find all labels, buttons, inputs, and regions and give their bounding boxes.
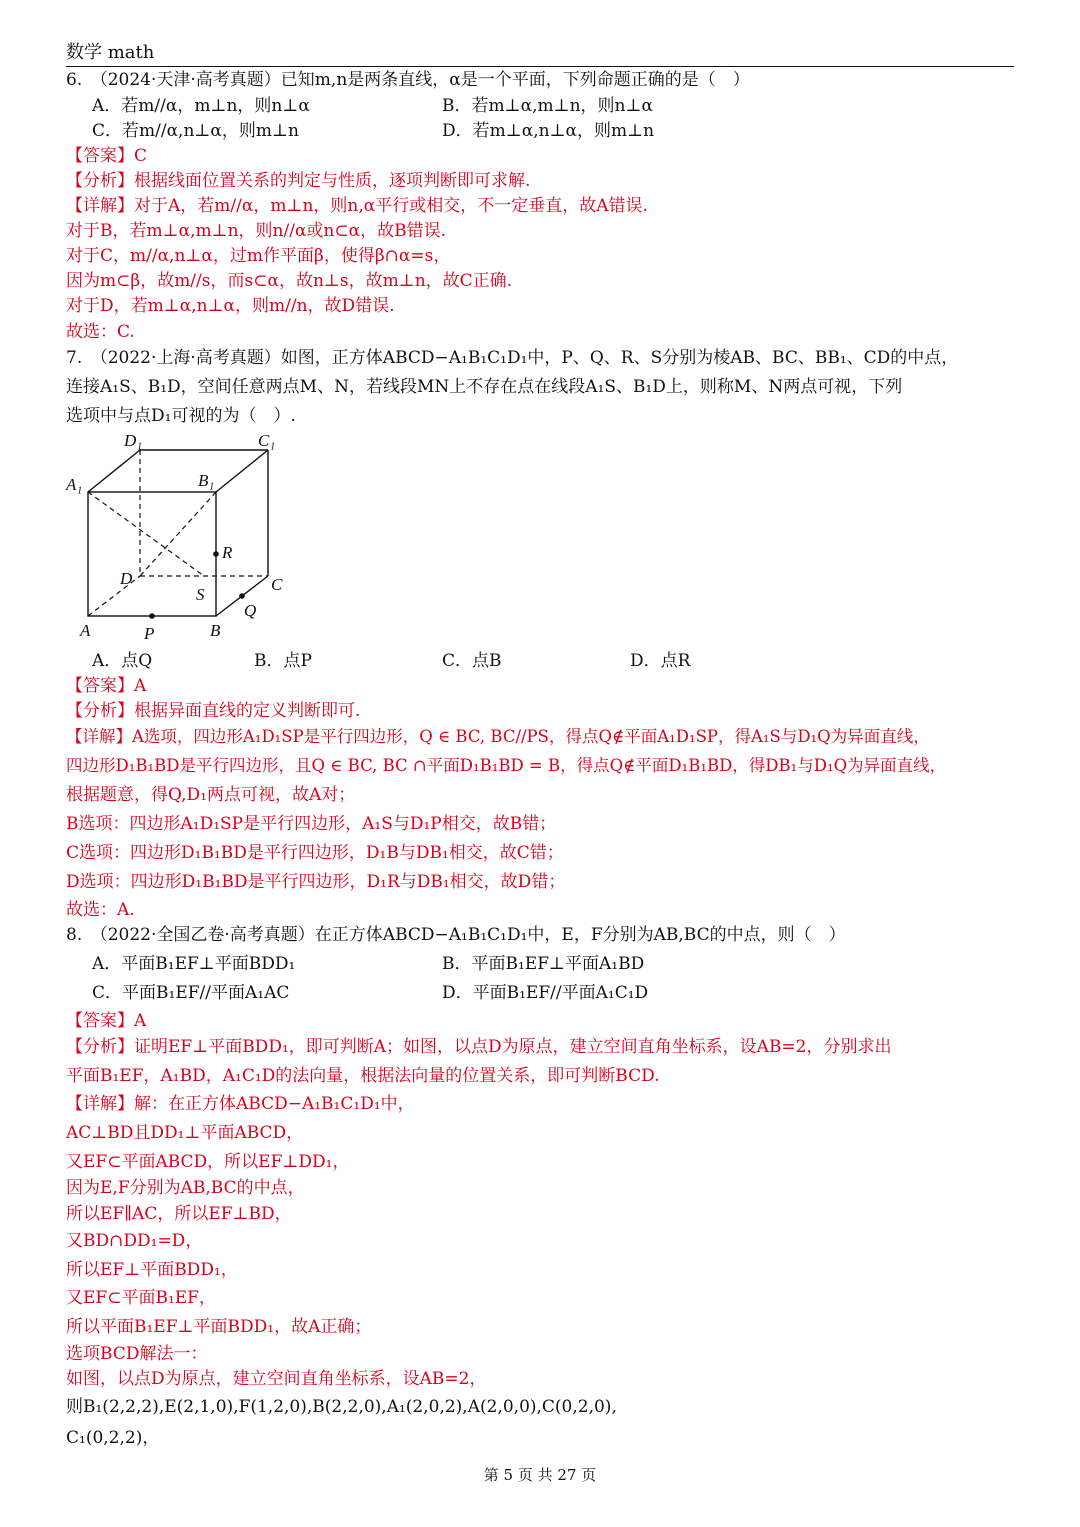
q7-detail-line: 四边形D₁B₁BD是平行四边形，且Q ∈ BC, BC ∩平面D₁B₁BD = B，得点Q∉平面D₁B₁BD，得DB₁与D₁Q为异面直线， <box>66 756 947 775</box>
q6-detail-line: 对于C，m//α,n⊥α，过m作平面β，使得β∩α=s， <box>66 246 451 266</box>
q6-analysis: 【分析】根据线面位置关系的判定与性质，逐项判断即可求解. <box>66 171 531 191</box>
q7-option-c: C．点B <box>442 651 502 671</box>
q8-detail-line: 选项BCD解法一： <box>66 1344 208 1364</box>
segment-b1d <box>140 492 216 576</box>
q8-option-a: A．平面B₁EF⊥平面BDD₁ <box>92 954 296 974</box>
q8-detail-line: 则B₁(2,2,2),E(2,1,0),F(1,2,0),B(2,2,0),A₁(2,0,2),A(2,0,0),C(0,2,0), <box>66 1397 617 1417</box>
point-r <box>213 551 219 557</box>
label-p: P <box>144 624 155 643</box>
label-d1: D₁ <box>124 431 143 450</box>
label-c: C <box>271 575 283 594</box>
cube-edge <box>216 450 268 492</box>
q7-detail-line: 故选：A. <box>66 900 135 920</box>
q7-detail-line: 根据题意，得Q,D₁两点可视，故A对； <box>66 785 356 805</box>
q7-stem-line: 选项中与点D₁可视的为（ ）. <box>66 406 296 426</box>
page-footer: 第 5 页 共 27 页 <box>483 1466 597 1484</box>
q8-detail-line: 如图，以点D为原点，建立空间直角坐标系，设AB=2， <box>66 1369 487 1389</box>
q8-detail-line: 所以平面B₁EF⊥平面BDD₁，故A正确； <box>66 1317 372 1337</box>
q6-option-c: C．若m//α,n⊥α，则m⊥n <box>92 121 299 141</box>
q6-option-d: D．若m⊥α,n⊥α，则m⊥n <box>442 121 655 141</box>
q6-detail-line: 因为m⊂β，故m//s，而s⊂α，故n⊥s，故m⊥n，故C正确. <box>66 271 513 291</box>
label-d: D <box>120 569 133 588</box>
label-a: A <box>80 621 91 640</box>
label-s: S <box>196 585 205 604</box>
q7-answer: 【答案】A <box>66 676 147 696</box>
cube-figure <box>60 428 300 648</box>
q8-detail-line: 又EF⊂平面B₁EF， <box>66 1288 216 1308</box>
q8-detail-line: 所以EF⊥平面BDD₁， <box>66 1260 238 1280</box>
q8-analysis-line: 平面B₁EF，A₁BD，A₁C₁D的法向量，根据法向量的位置关系，即可判断BCD. <box>66 1066 660 1086</box>
page-header: 数学 math <box>66 40 1014 67</box>
label-b1: B₁ <box>198 471 215 490</box>
q8-detail-line: AC⊥BD且DD₁⊥平面ABCD， <box>66 1123 304 1143</box>
q6-stem: 6. （2024·天津·高考真题）已知m,n是两条直线，α是一个平面，下列命题正确的是（ ） <box>66 70 750 90</box>
q6-answer: 【答案】C <box>66 146 148 166</box>
label-q: Q <box>244 601 257 620</box>
q7-detail-line: B选项：四边形A₁D₁SP是平行四边形，A₁S与D₁P相交，故B错； <box>66 814 557 834</box>
label-b: B <box>210 621 221 640</box>
q8-detail-line: 【详解】解：在正方体ABCD−A₁B₁C₁D₁中， <box>66 1094 415 1114</box>
q8-option-c: C．平面B₁EF//平面A₁AC <box>92 983 290 1003</box>
q8-detail-line: 又BD∩DD₁=D， <box>66 1231 203 1251</box>
q7-option-d: D．点R <box>630 651 691 671</box>
q6-option-b: B．若m⊥α,m⊥n，则n⊥α <box>442 96 653 116</box>
q6-detail-line: 对于D，若m⊥α,n⊥α，则m//n，故D错误. <box>66 296 395 316</box>
q7-detail-line: C选项：四边形D₁B₁BD是平行四边形，D₁B与DB₁相交，故C错； <box>66 843 564 863</box>
q7-analysis: 【分析】根据异面直线的定义判断即可. <box>66 701 361 721</box>
q8-detail-line: 又EF⊂平面ABCD，所以EF⊥DD₁， <box>66 1152 350 1172</box>
q7-detail-line: 【详解】A选项，四边形A₁D₁SP是平行四边形，Q ∈ BC, BC//PS，得点Q∉平面A₁D₁SP，得A₁S与D₁Q为异面直线， <box>66 727 930 746</box>
label-c1: C₁ <box>258 431 276 450</box>
q7-stem-line: 连接A₁S、B₁D，空间任意两点M、N，若线段MN上不存在点在线段A₁S、B₁D上，则称M、N两点可视，下列 <box>66 377 903 397</box>
q8-detail-line: C₁(0,2,2)， <box>66 1428 160 1448</box>
q8-analysis-line: 【分析】证明EF⊥平面BDD₁，即可判断A；如图，以点D为原点，建立空间直角坐标系，设AB=2，分别求出 <box>66 1037 892 1057</box>
q8-option-b: B．平面B₁EF⊥平面A₁BD <box>442 954 645 974</box>
q7-detail-line: D选项：四边形D₁B₁BD是平行四边形，D₁R与DB₁相交，故D错； <box>66 872 566 892</box>
q6-detail-line: 故选：C. <box>66 322 135 342</box>
q7-stem-line: 7. （2022·上海·高考真题）如图，正方体ABCD−A₁B₁C₁D₁中，P、Q、R、S分别为棱AB、BC、BB₁、CD的中点， <box>66 348 959 368</box>
q6-option-a: A．若m//α，m⊥n，则n⊥α <box>92 96 310 116</box>
point-p <box>149 613 155 619</box>
q8-detail-line: 因为E,F分别为AB,BC的中点， <box>66 1178 305 1198</box>
label-r: R <box>222 543 233 562</box>
q8-option-d: D．平面B₁EF//平面A₁C₁D <box>442 983 649 1003</box>
segment-a1s <box>88 492 204 576</box>
cube-edge <box>88 450 140 492</box>
q7-option-b: B．点P <box>254 651 312 671</box>
q8-detail-line: 所以EF∥AC，所以EF⊥BD， <box>66 1204 292 1224</box>
q8-answer: 【答案】A <box>66 1011 147 1031</box>
label-a1: A₁ <box>66 475 83 494</box>
q7-option-a: A．点Q <box>92 651 153 671</box>
q8-stem: 8. （2022·全国乙卷·高考真题）在正方体ABCD−A₁B₁C₁D₁中，E，F分别为AB,BC的中点，则（ ） <box>66 925 846 945</box>
q6-detail-line: 对于B，若m⊥α,m⊥n，则n//α或n⊂α，故B错误. <box>66 221 446 241</box>
point-q <box>239 593 245 599</box>
q6-detail-line: 【详解】对于A，若m//α，m⊥n，则n,α平行或相交，不一定垂直，故A错误. <box>66 196 648 216</box>
